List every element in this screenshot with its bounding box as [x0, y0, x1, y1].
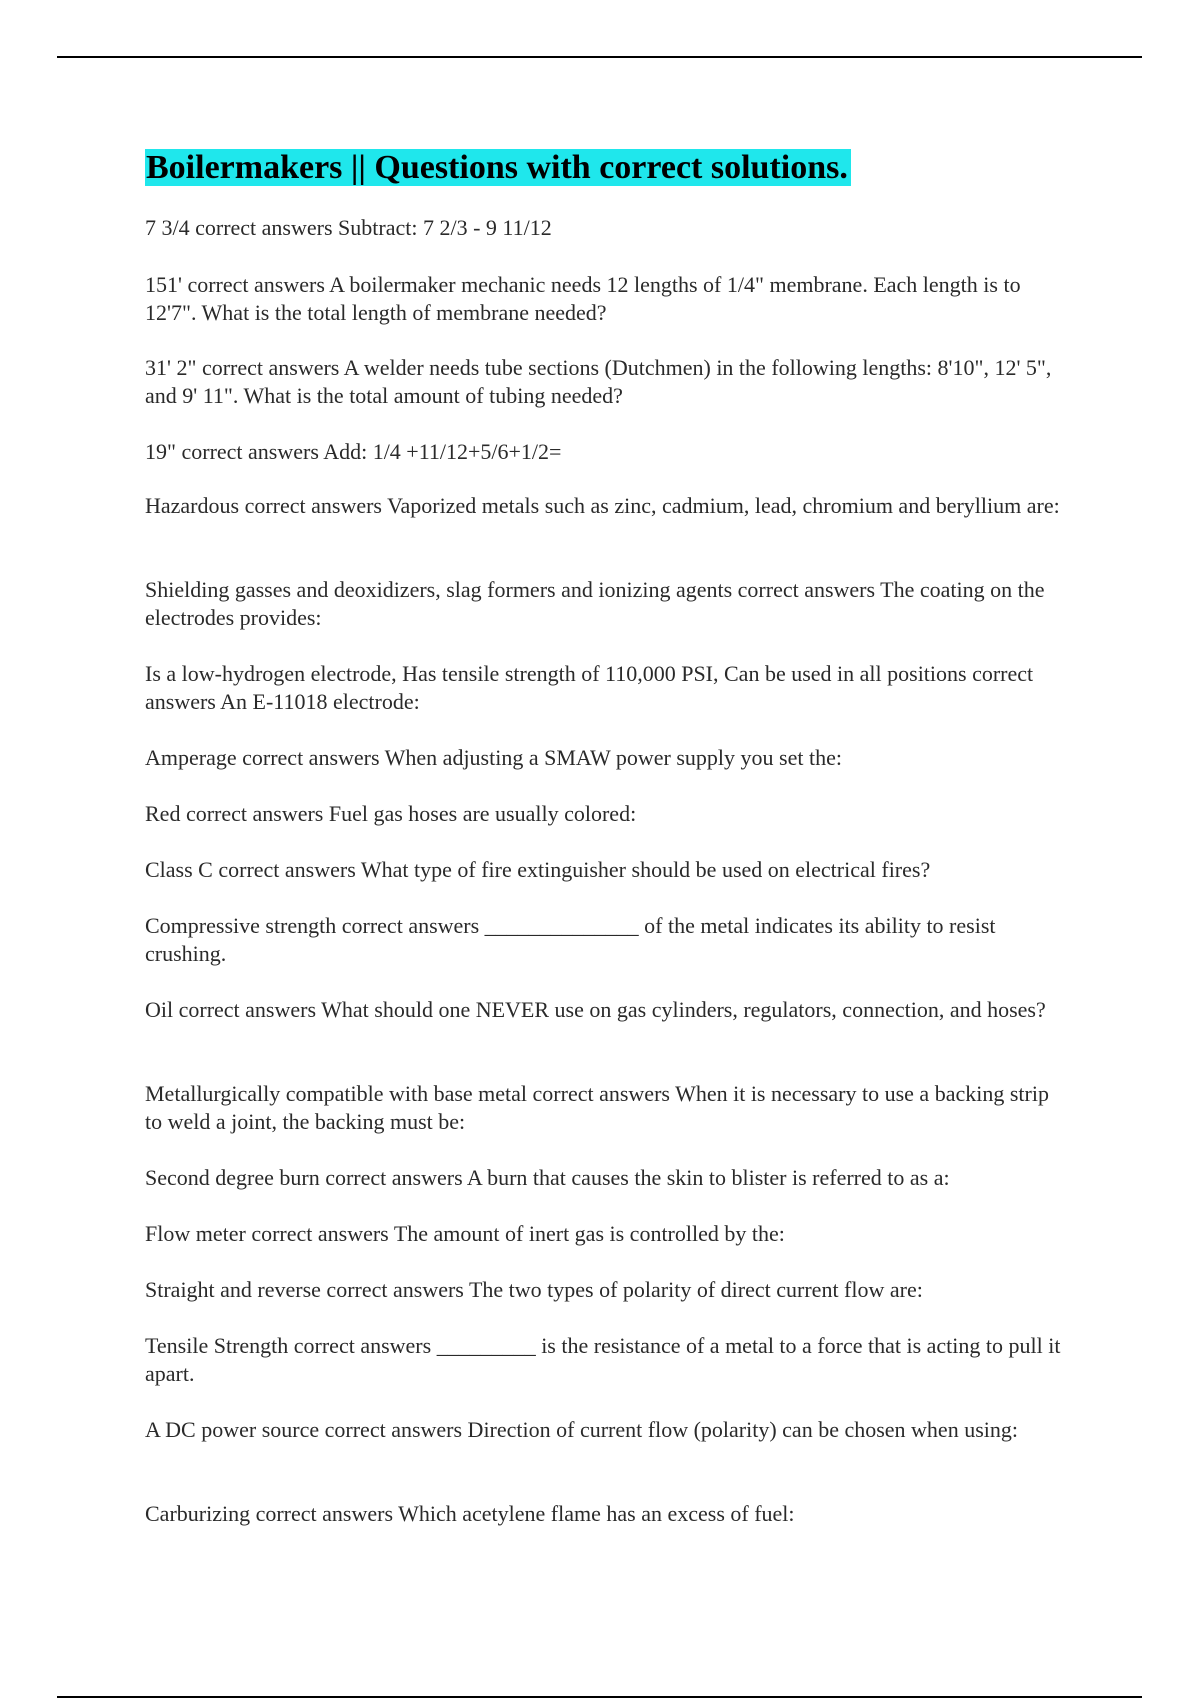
- page-title: [145, 146, 851, 190]
- qa-item-8: Amperage correct answers When adjusting a SMAW power supply you set the:: [145, 745, 842, 770]
- qa-item-3: 31' 2" correct answers A welder needs tube sections (Dutchmen) in the following lengths: 8'10", 12' 5", and 9' 11". What is the total amount of tubing needed?: [145, 355, 1052, 408]
- page-title-text: Boilermakers || Questions with correct solutions.: [145, 149, 851, 186]
- qa-item-17: Tensile Strength correct answers _________ is the resistance of a metal to a force that is acting to pull it apart.: [145, 1333, 1061, 1386]
- qa-item-14: Second degree burn correct answers A burn that causes the skin to blister is referred to as a:: [145, 1165, 950, 1190]
- qa-item-18: A DC power source correct answers Direction of current flow (polarity) can be chosen when using:: [145, 1417, 1018, 1442]
- qa-item-5: Hazardous correct answers Vaporized metals such as zinc, cadmium, lead, chromium and beryllium are:: [145, 493, 1060, 518]
- qa-item-11: Compressive strength correct answers ______________ of the metal indicates its ability to resist crushing.: [145, 913, 996, 966]
- qa-item-12: Oil correct answers What should one NEVER use on gas cylinders, regulators, connection, and hoses?: [145, 997, 1046, 1022]
- qa-item-1: 7 3/4 correct answers Subtract: 7 2/3 - 9 11/12: [145, 215, 552, 240]
- qa-item-4: 19" correct answers Add: 1/4 +11/12+5/6+1/2=: [145, 439, 562, 464]
- qa-item-6: Shielding gasses and deoxidizers, slag formers and ionizing agents correct answers The coating on the electrodes provides:: [145, 577, 1045, 630]
- top-rule: [57, 56, 1142, 58]
- bottom-rule: [57, 1696, 1142, 1698]
- qa-item-19: Carburizing correct answers Which acetylene flame has an excess of fuel:: [145, 1501, 795, 1526]
- qa-item-16: Straight and reverse correct answers The two types of polarity of direct current flow are:: [145, 1277, 923, 1302]
- qa-item-2: 151' correct answers A boilermaker mechanic needs 12 lengths of 1/4" membrane. Each length is to 12'7". What is the total length of membrane needed?: [145, 272, 1021, 325]
- qa-item-9: Red correct answers Fuel gas hoses are usually colored:: [145, 801, 637, 826]
- qa-item-10: Class C correct answers What type of fire extinguisher should be used on electrical fires?: [145, 857, 931, 882]
- qa-item-15: Flow meter correct answers The amount of inert gas is controlled by the:: [145, 1221, 785, 1246]
- qa-item-7: Is a low-hydrogen electrode, Has tensile strength of 110,000 PSI, Can be used in all positions correct answers An E-11018 electrode:: [145, 661, 1034, 714]
- qa-item-13: Metallurgically compatible with base metal correct answers When it is necessary to use a backing strip to weld a joint, the backing must be:: [145, 1081, 1049, 1134]
